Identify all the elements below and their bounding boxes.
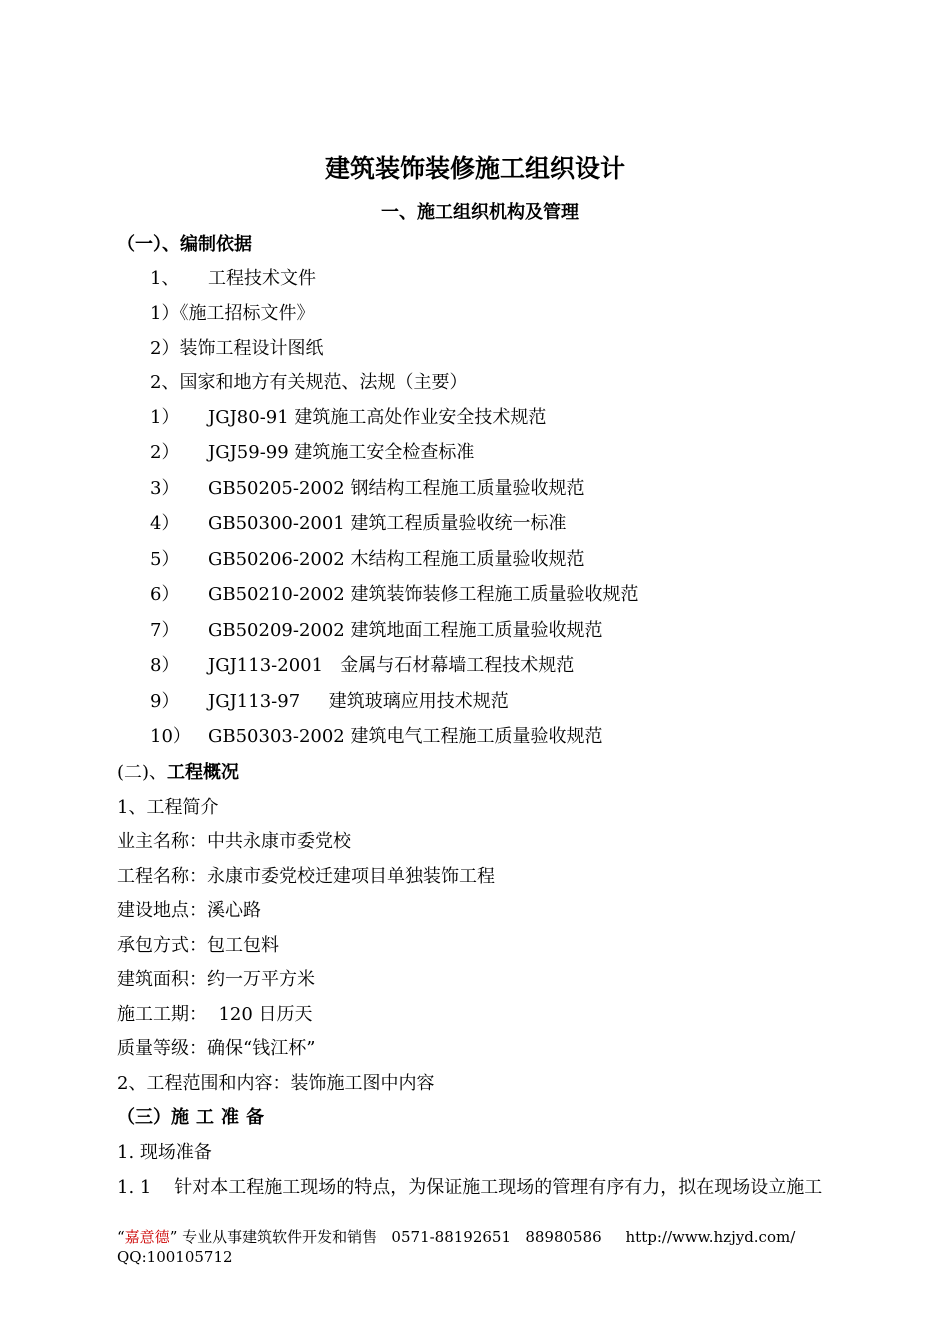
construction-period: 施工工期： 120 日历天 bbox=[117, 1004, 313, 1025]
item-number: 6） bbox=[150, 584, 180, 605]
standard-item bbox=[150, 512, 566, 536]
item-number: 9） bbox=[150, 691, 180, 712]
item-number: 8） bbox=[150, 655, 180, 676]
footer-contact: 专业从事建筑软件开发和销售 0571-88192651 88980586 http://www.hzjyd.com/ bbox=[177, 1228, 796, 1246]
item-text: GB50206-2002 木结构工程施工质量验收规范 bbox=[208, 549, 585, 570]
overview-intro: 1、工程简介 bbox=[117, 797, 219, 818]
list-item bbox=[150, 267, 316, 291]
item-text: 工程技术文件 bbox=[208, 268, 316, 289]
heading-preparation bbox=[117, 1106, 271, 1130]
item-text: JGJ59-99 建筑施工安全检查标准 bbox=[208, 442, 475, 463]
item-number: 1、 bbox=[150, 268, 180, 289]
item-number: 1） bbox=[150, 407, 180, 428]
heading-text: 施工准备 bbox=[171, 1107, 271, 1128]
contract-method: 承包方式：包工包料 bbox=[117, 935, 279, 956]
heading-prefix: (二)、 bbox=[117, 762, 168, 783]
item-number: 5） bbox=[150, 549, 180, 570]
standard-item bbox=[150, 477, 584, 501]
item-number: 4） bbox=[150, 513, 180, 534]
quote-mark: “ bbox=[117, 1228, 125, 1246]
page-footer bbox=[117, 1227, 795, 1267]
footer-qq: QQ:100105712 bbox=[117, 1248, 233, 1266]
document-title: 建筑装饰装修施工组织设计 bbox=[324, 154, 625, 183]
standard-item bbox=[150, 725, 602, 749]
construction-site: 建设地点：溪心路 bbox=[117, 900, 261, 921]
standard-item bbox=[150, 548, 584, 572]
item-text: GB50205-2002 钢结构工程施工质量验收规范 bbox=[208, 478, 585, 499]
section-title: 一、施工组织机构及管理 bbox=[381, 202, 579, 223]
quality-grade: 质量等级：确保“钱江杯” bbox=[117, 1038, 316, 1059]
item-text: GB50300-2001 建筑工程质量验收统一标准 bbox=[208, 513, 567, 534]
standard-item bbox=[150, 654, 574, 678]
item-text: JGJ113-97 建筑玻璃应用技术规范 bbox=[208, 691, 509, 712]
list-item: 2、国家和地方有关规范、法规（主要） bbox=[150, 372, 468, 393]
standard-item bbox=[150, 441, 474, 465]
heading-prefix: （三） bbox=[117, 1107, 171, 1128]
project-name: 工程名称：永康市委党校迁建项目单独装饰工程 bbox=[117, 866, 495, 887]
footer-line bbox=[117, 1227, 795, 1247]
heading-basis: （一）、编制依据 bbox=[117, 234, 252, 255]
paragraph: 1. 1 针对本工程施工现场的特点，为保证施工现场的管理有序有力，拟在现场设立施工 bbox=[117, 1177, 823, 1198]
standard-item bbox=[150, 406, 546, 430]
site-preparation: 1. 现场准备 bbox=[117, 1142, 212, 1163]
item-number: 2） bbox=[150, 442, 180, 463]
owner-name: 业主名称：中共永康市委党校 bbox=[117, 831, 351, 852]
heading-text: 工程概况 bbox=[167, 762, 240, 783]
brand-name: 嘉意德 bbox=[124, 1228, 170, 1246]
quote-mark: ” bbox=[169, 1228, 178, 1246]
standard-item bbox=[150, 583, 638, 607]
item-text: GB50210-2002 建筑装饰装修工程施工质量验收规范 bbox=[208, 584, 639, 605]
item-text: GB50303-2002 建筑电气工程施工质量验收规范 bbox=[208, 726, 603, 747]
list-item: 1）《施工招标文件》 bbox=[150, 303, 315, 324]
item-number: 10） bbox=[150, 726, 191, 747]
heading-overview bbox=[117, 761, 239, 785]
item-text: JGJ113-2001 金属与石材幕墙工程技术规范 bbox=[208, 655, 575, 676]
item-text: GB50209-2002 建筑地面工程施工质量验收规范 bbox=[208, 620, 603, 641]
item-number: 3） bbox=[150, 478, 180, 499]
item-number: 7） bbox=[150, 620, 180, 641]
project-scope: 2、工程范围和内容：装饰施工图中内容 bbox=[117, 1073, 435, 1094]
list-item: 2）装饰工程设计图纸 bbox=[150, 338, 324, 359]
standard-item bbox=[150, 619, 602, 643]
building-area: 建筑面积：约一万平方米 bbox=[117, 969, 315, 990]
standard-item bbox=[150, 690, 509, 714]
item-text: JGJ80-91 建筑施工高处作业安全技术规范 bbox=[208, 407, 547, 428]
